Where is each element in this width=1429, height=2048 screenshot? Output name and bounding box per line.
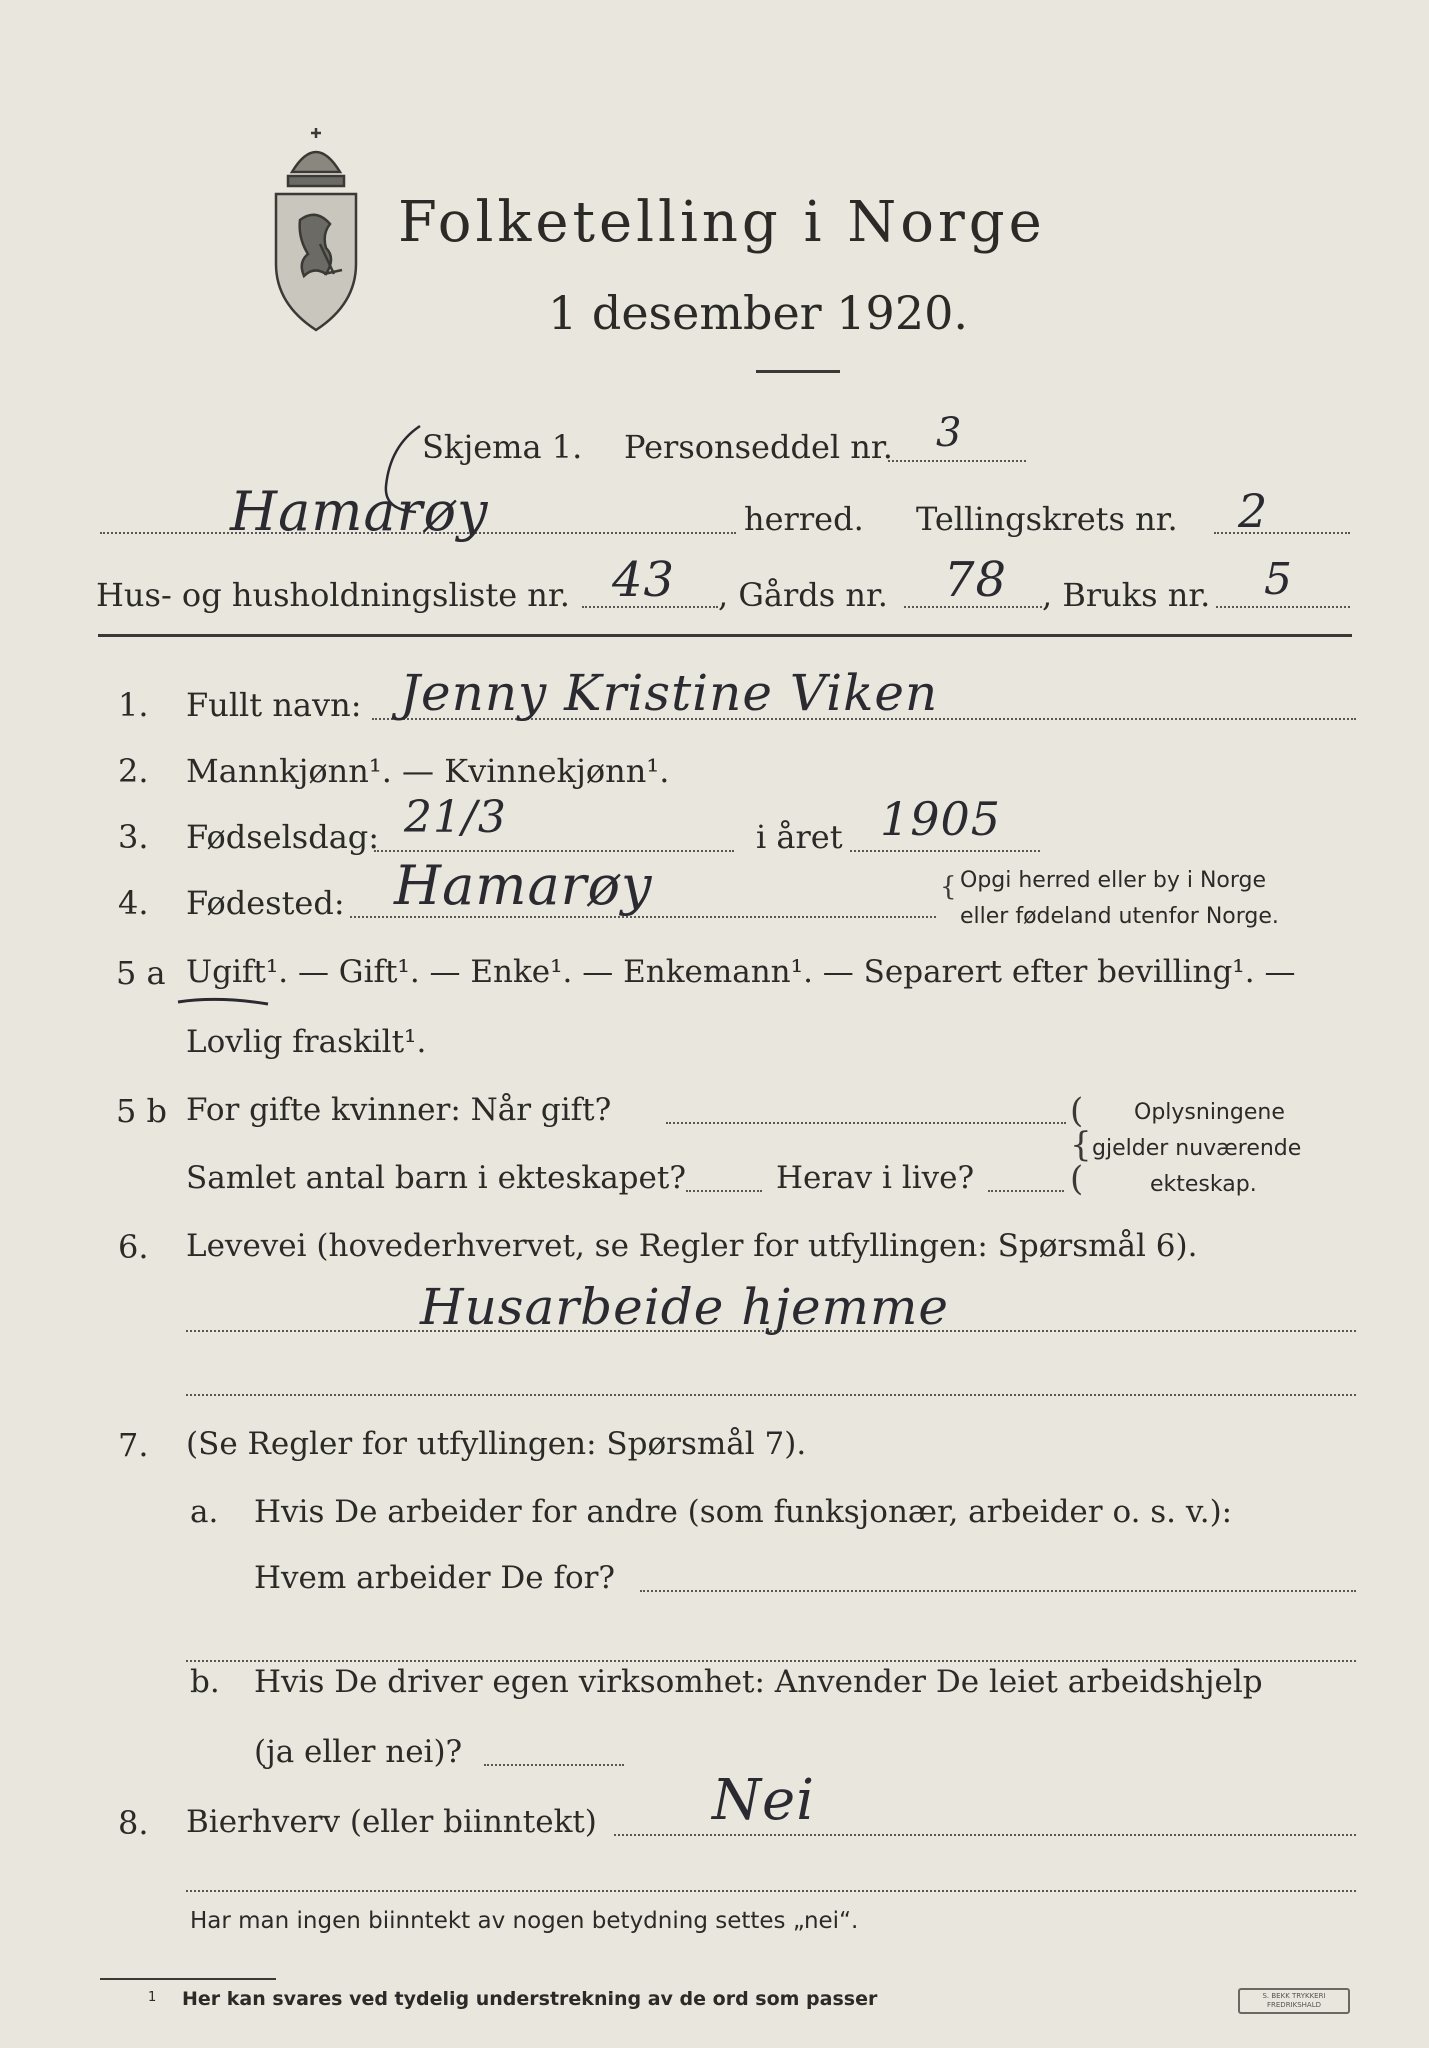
coat-of-arms-icon [262, 124, 370, 334]
form-title: Folketelling i Norge [398, 190, 1046, 255]
birthplace-note-2: eller fødeland utenfor Norge. [960, 904, 1279, 929]
q7-label: (Se Regler for utfyllingen: Spørsmål 7). [186, 1426, 807, 1462]
q7-number: 7. [118, 1426, 149, 1464]
birthplace-note-1: Opgi herred eller by i Norge [960, 868, 1267, 893]
ugift-underline [174, 988, 274, 1010]
herred-label: herred. [744, 500, 864, 538]
side-income-line [614, 1834, 1356, 1836]
gender-options[interactable]: Mannkjønn¹. — Kvinnekjønn¹. [186, 752, 670, 790]
q3-number: 3. [118, 818, 149, 856]
married-when-line [666, 1122, 1066, 1124]
employer-line-2 [186, 1660, 1356, 1662]
marriage-note-1: Oplysningene [1134, 1100, 1285, 1125]
birthday-line [374, 850, 734, 852]
herred-value[interactable]: Hamarøy [230, 480, 489, 543]
header-divider [98, 634, 1352, 637]
marital-status-options-2[interactable]: Lovlig fraskilt¹. [186, 1024, 427, 1060]
tellingskrets-value[interactable]: 2 [1238, 484, 1269, 538]
census-date: 1 desember 1920. [548, 286, 968, 340]
stamp-line-2: FREDRIKSHALD [1266, 2001, 1321, 2009]
employer-label: Hvem arbeider De for? [254, 1560, 616, 1596]
marital-status-options[interactable]: Ugift¹. — Gift¹. — Enke¹. — Enkemann¹. — Separert efter bevilling¹. — [186, 954, 1296, 990]
tellingskrets-line [1214, 532, 1350, 534]
q5a-number: 5 a [116, 954, 166, 992]
children-alive-label: Herav i live? [776, 1160, 975, 1196]
q4-number: 4. [118, 884, 149, 922]
stamp-line-1: S. BEKK TRYKKERI [1262, 1992, 1326, 2000]
children-count-label: Samlet antal barn i ekteskapet? [186, 1160, 686, 1196]
bruks-label: , Bruks nr. [1042, 576, 1211, 614]
gards-value[interactable]: 78 [944, 552, 1008, 608]
q5b-number: 5 b [116, 1092, 168, 1130]
title-divider [756, 370, 840, 373]
birth-year-value[interactable]: 1905 [880, 792, 1002, 846]
q6-number: 6. [118, 1228, 149, 1266]
married-when-label: For gifte kvinner: Når gift? [186, 1092, 612, 1128]
children-count-line [686, 1190, 762, 1192]
birthday-value[interactable]: 21/3 [404, 792, 507, 843]
occupation-line-2 [186, 1394, 1356, 1396]
printer-stamp [1238, 1988, 1350, 2014]
footnote-number: 1 [148, 1990, 157, 2005]
employer-line [640, 1590, 1356, 1592]
hired-help-line [484, 1764, 624, 1766]
tellingskrets-label: Tellingskrets nr. [916, 500, 1178, 538]
q1-number: 1. [118, 686, 149, 724]
personseddel-label: Personseddel nr. [624, 428, 893, 466]
hus-value[interactable]: 43 [612, 552, 676, 608]
q8-number: 8. [118, 1804, 149, 1842]
q7a-text: Hvis De arbeider for andre (som funksjonær, arbeider o. s. v.): [254, 1494, 1233, 1530]
birthplace-value[interactable]: Hamarøy [394, 854, 653, 917]
children-alive-line [988, 1190, 1064, 1192]
gards-label: , Gårds nr. [718, 576, 888, 614]
q7b-label: b. [190, 1664, 220, 1700]
year-line [850, 850, 1040, 852]
occupation-label: Levevei (hovederhvervet, se Regler for utfyllingen: Spørsmål 6). [186, 1228, 1198, 1264]
footnote-text: Her kan svares ved tydelig understrekning av de ord som passer [182, 1988, 878, 2010]
q7b-text: Hvis De driver egen virksomhet: Anvender De leiet arbeidshjelp [254, 1664, 1263, 1700]
year-label: i året [756, 818, 843, 856]
bruks-line [1216, 606, 1350, 608]
side-income-label: Bierhverv (eller biinntekt) [186, 1804, 597, 1840]
hus-label: Hus- og husholdningsliste nr. [96, 576, 570, 614]
q1-label: Fullt navn: [186, 686, 362, 724]
footnote-rule [100, 1978, 276, 1980]
q2-number: 2. [118, 752, 149, 790]
marriage-note-3: ekteskap. [1150, 1172, 1257, 1197]
marriage-note-2: gjelder nuværende [1092, 1136, 1302, 1161]
bruks-value[interactable]: 5 [1264, 554, 1293, 605]
footer-note: Har man ingen biinntekt av nogen betydning settes „nei“. [190, 1908, 859, 1934]
q3-label: Fødselsdag: [186, 818, 380, 856]
occupation-value[interactable]: Husarbeide hjemme [420, 1278, 949, 1336]
full-name-value[interactable]: Jenny Kristine Viken [400, 664, 939, 722]
personseddel-line [888, 460, 1026, 462]
brace-icon-2: ( { ( [1070, 1091, 1092, 1199]
q7a-label: a. [190, 1494, 219, 1530]
side-income-value[interactable]: Nei [712, 1768, 816, 1833]
skjema-label: Skjema 1. [422, 428, 583, 466]
brace-icon: { [940, 872, 957, 902]
personseddel-value[interactable]: 3 [936, 410, 963, 456]
q4-label: Fødested: [186, 884, 345, 922]
hired-help-label: (ja eller nei)? [254, 1734, 463, 1770]
side-income-line-2 [186, 1890, 1356, 1892]
